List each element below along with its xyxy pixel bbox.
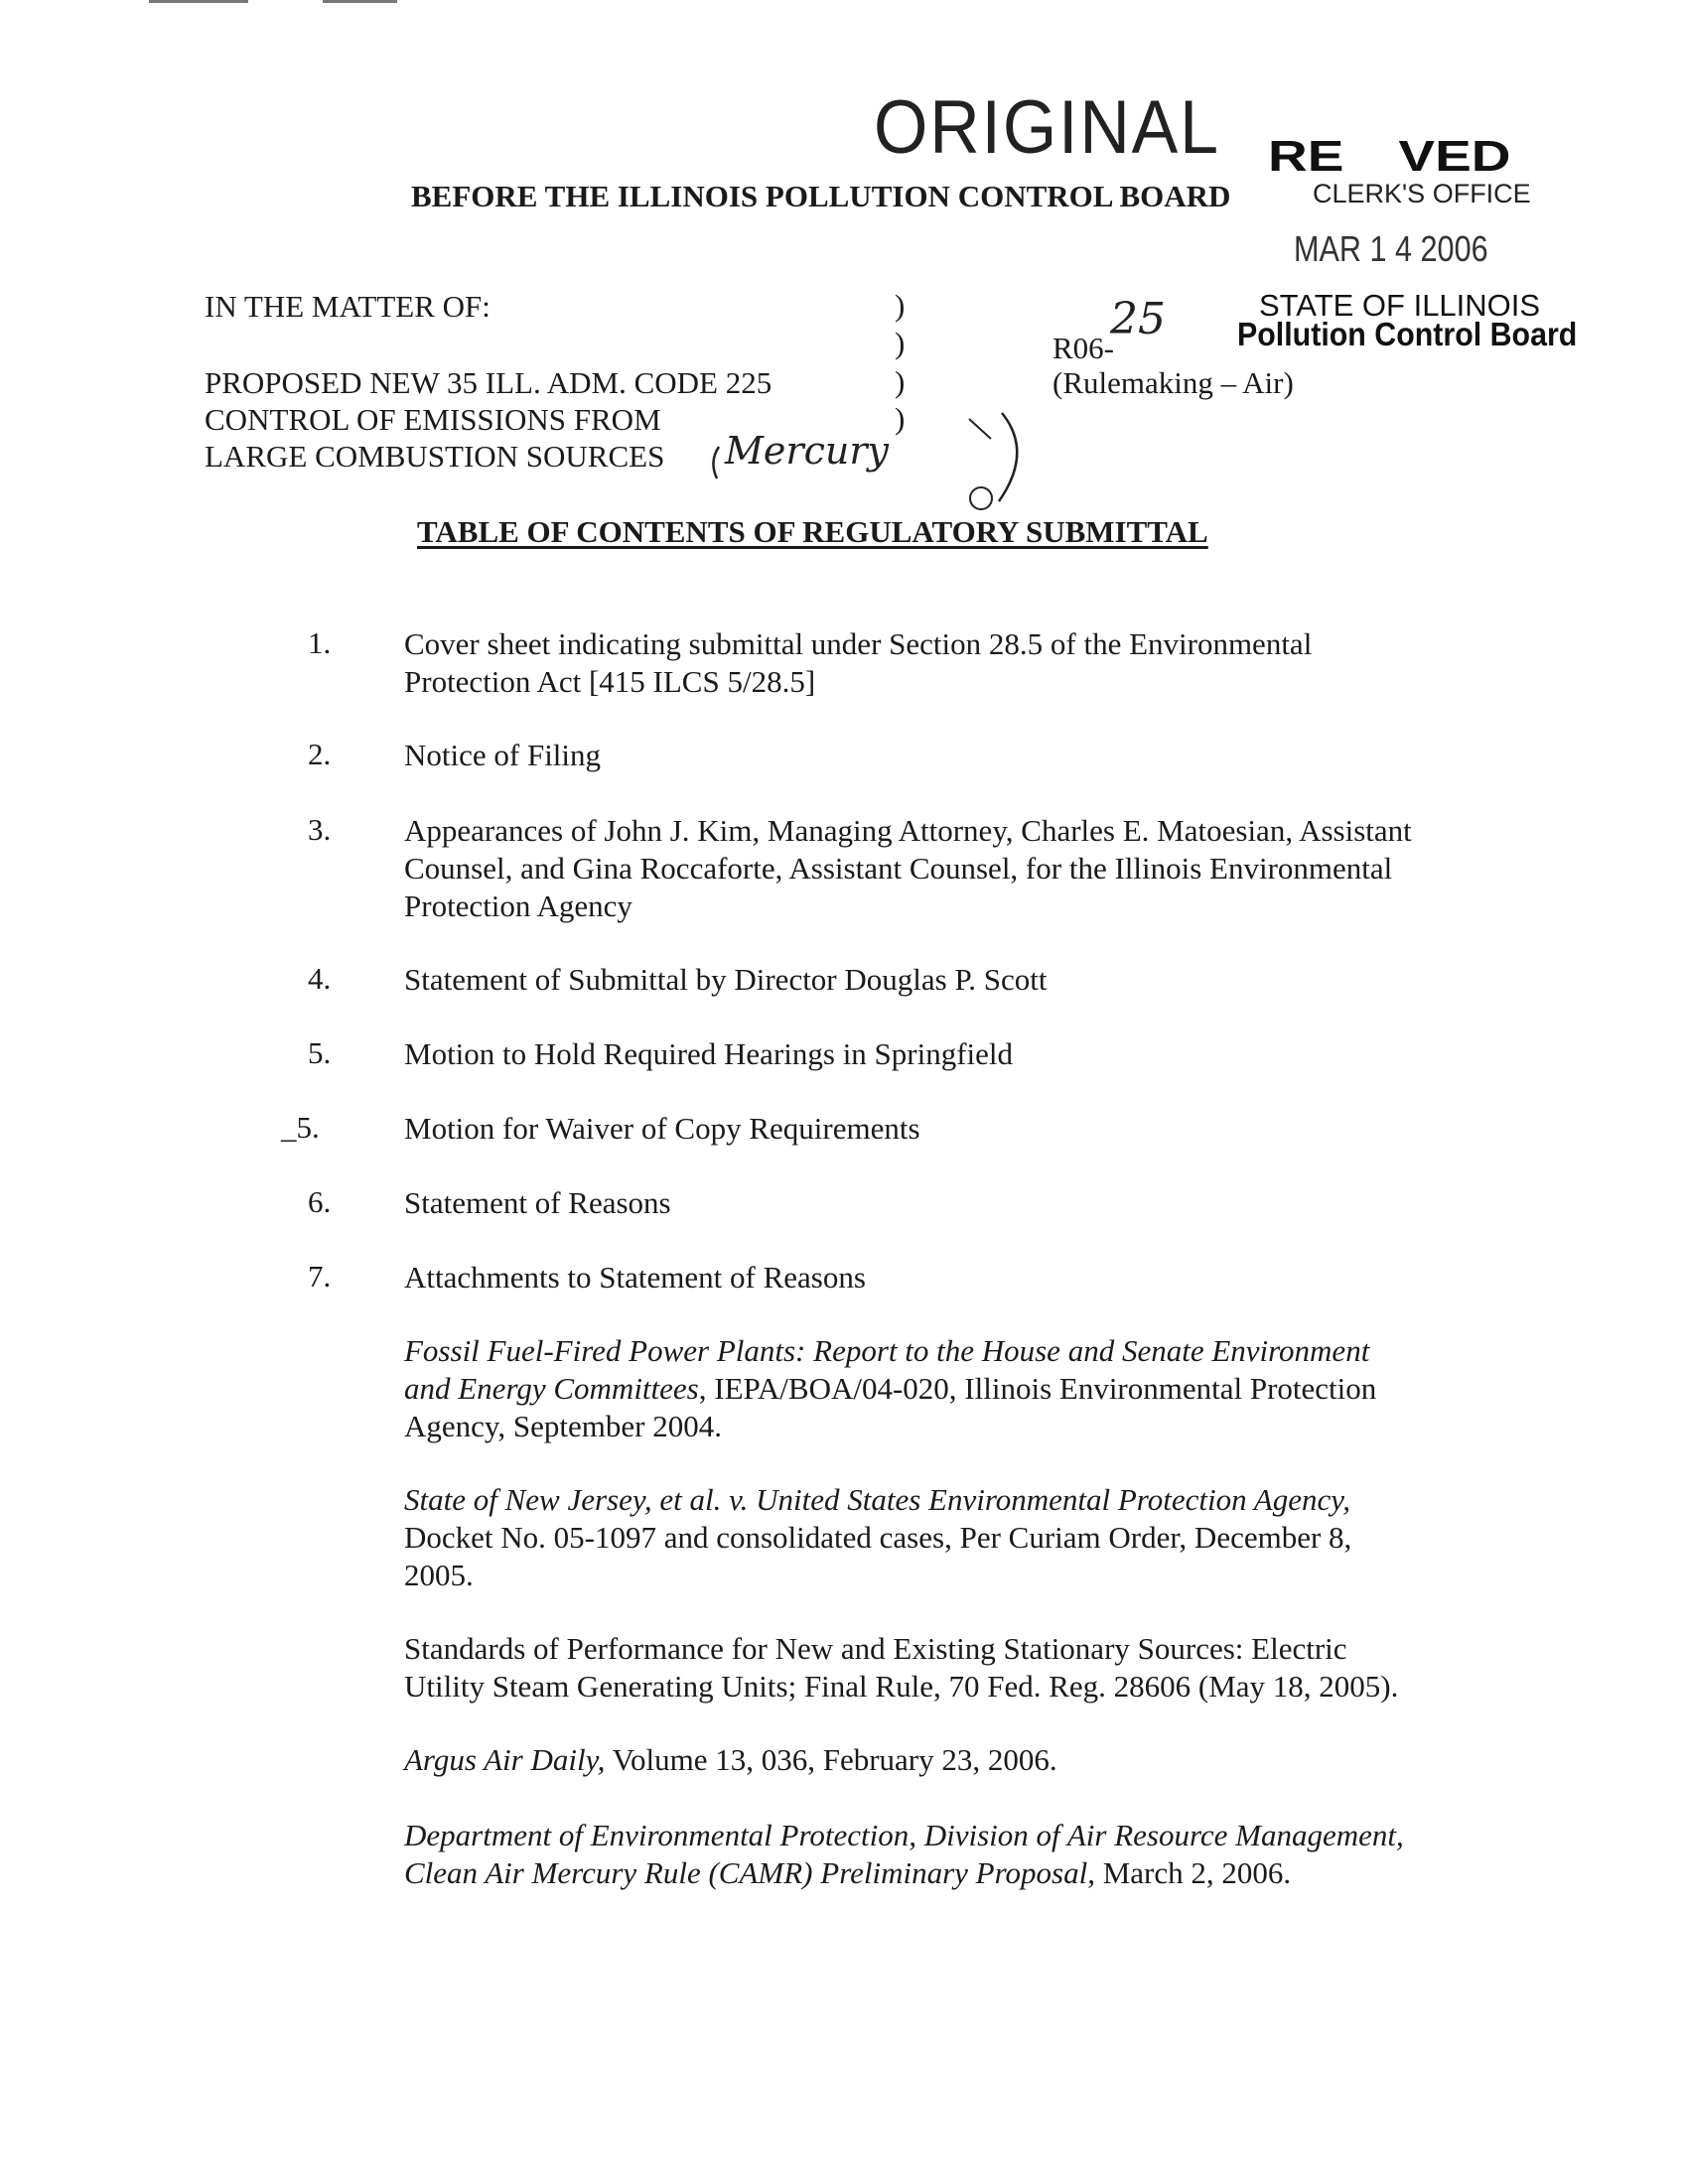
toc-item-line: Statement of Reasons [404, 1185, 671, 1220]
attachment-line: 2005. [404, 1558, 474, 1592]
handwritten-mercury-text: Mercury [725, 429, 889, 473]
docket-prefix: R06- [1052, 331, 1114, 365]
caption-paren: ) [895, 401, 906, 436]
scan-artifact-line [323, 0, 397, 3]
docket-type: (Rulemaking – Air) [1052, 365, 1294, 400]
caption-line-1: PROPOSED NEW 35 ILL. ADM. CODE 225 [205, 365, 772, 400]
toc-item-line: Attachments to Statement of Reasons [404, 1260, 866, 1295]
toc-item-number: 5. [308, 1035, 332, 1070]
received-stamp-date: MAR 1 4 2006 [1294, 228, 1488, 269]
attachment-line [404, 1854, 1291, 1892]
received-stamp-word: RE VED [1268, 132, 1511, 181]
attachment-line: Department of Environmental Protection, Division of Air Resource Management, [404, 1818, 1404, 1852]
toc-item-number: _5. [281, 1110, 320, 1145]
toc-item-number: 6. [308, 1184, 332, 1219]
attachment-italic: Clean Air Mercury Rule (CAMR) Preliminary Proposal, [404, 1855, 1095, 1890]
caption-matter: IN THE MATTER OF: [205, 289, 491, 324]
toc-item-number: 7. [308, 1259, 332, 1294]
attachment-line: Standards of Performance for New and Existing Stationary Sources: Electric [404, 1631, 1347, 1666]
attachment-italic: and Energy Committees [404, 1371, 699, 1406]
toc-item-line: Motion to Hold Required Hearings in Springfield [404, 1036, 1014, 1071]
toc-item-line: Cover sheet indicating submittal under Section 28.5 of the Environmental [404, 626, 1313, 661]
docket-number-handwritten: 25 [1110, 294, 1166, 344]
attachment-line: Agency, September 2004. [404, 1409, 722, 1443]
handwritten-mercury-note [701, 407, 1029, 521]
toc-item-line: Protection Act [415 ILCS 5/28.5] [404, 664, 816, 699]
caption-line-3: LARGE COMBUSTION SOURCES [205, 439, 665, 474]
received-stamp-board: Pollution Control Board [1237, 316, 1578, 352]
toc-item-line: Statement of Submittal by Director Douglas P. Scott [404, 962, 1048, 997]
toc-item-line: Notice of Filing [404, 738, 602, 772]
toc-item-number: 3. [308, 812, 332, 847]
attachment-text: , IEPA/BOA/04-020, Illinois Environmental Protection [698, 1371, 1377, 1406]
toc-item-number: 1. [308, 625, 332, 660]
board-heading: BEFORE THE ILLINOIS POLLUTION CONTROL BOARD [411, 179, 1231, 213]
toc-item-line: Protection Agency [404, 888, 632, 923]
attachment-italic: Argus Air Daily, [404, 1742, 606, 1777]
toc-item-number: 2. [308, 737, 332, 771]
attachment-line: Docket No. 05-1097 and consolidated cases, Per Curiam Order, December 8, [404, 1520, 1352, 1555]
caption-paren: ) [895, 326, 906, 360]
scan-artifact-line [149, 0, 248, 3]
received-stamp-office: CLERK'S OFFICE [1313, 179, 1531, 208]
toc-title: TABLE OF CONTENTS OF REGULATORY SUBMITTAL [417, 514, 1208, 549]
attachment-line: Utility Steam Generating Units; Final Rule, 70 Fed. Reg. 28606 (May 18, 2005). [404, 1669, 1399, 1704]
original-stamp: ORIGINAL [874, 85, 1220, 170]
attachment-text: March 2, 2006. [1094, 1855, 1292, 1890]
caption-paren: ) [895, 288, 906, 323]
attachment-line: State of New Jersey, et al. v. United States Environmental Protection Agency, [404, 1482, 1351, 1517]
caption-paren: ) [895, 364, 906, 399]
attachment-line [404, 1370, 1376, 1408]
toc-item-number: 4. [308, 961, 332, 996]
toc-item-line: Motion for Waiver of Copy Requirements [404, 1111, 920, 1146]
toc-item-line: Appearances of John J. Kim, Managing Attorney, Charles E. Matoesian, Assistant [404, 813, 1412, 848]
attachment-line [404, 1741, 1057, 1779]
attachment-text: Volume 13, 036, February 23, 2006. [605, 1742, 1057, 1777]
received-stamp-state: STATE OF ILLINOIS [1259, 288, 1541, 323]
toc-item-line: Counsel, and Gina Roccaforte, Assistant Counsel, for the Illinois Environmental [404, 851, 1393, 886]
attachment-line: Fossil Fuel-Fired Power Plants: Report to the House and Senate Environment [404, 1333, 1370, 1368]
caption-line-2: CONTROL OF EMISSIONS FROM [205, 402, 661, 437]
